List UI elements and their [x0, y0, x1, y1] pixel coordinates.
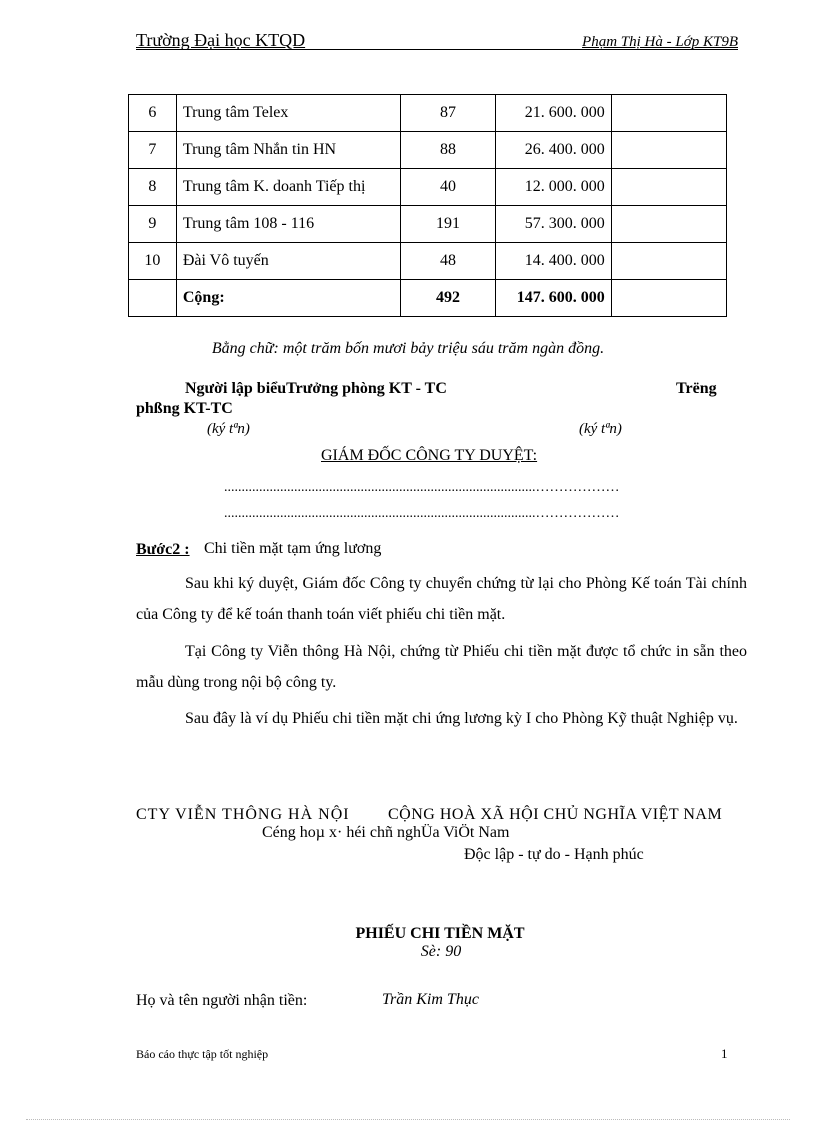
cell-amount: 21. 600. 000	[496, 95, 611, 132]
cell-amount: 26. 400. 000	[496, 132, 611, 169]
cell-unit-name: Trung tâm K. doanh Tiếp thị	[176, 169, 400, 206]
cell-note	[611, 206, 726, 243]
table-row	[129, 169, 727, 206]
cell-note	[611, 280, 726, 317]
cell-note	[611, 169, 726, 206]
header-divider	[136, 49, 738, 50]
approval-dotted-line: .........................................................................................………………	[224, 506, 620, 521]
recipient-name: Trần Kim Thục	[382, 991, 479, 1008]
national-title-garbled: Céng hoµ x· héi chñ nghÜa ViÖt Nam	[262, 824, 510, 841]
national-title: CỘNG HOÀ XÃ HỘI CHỦ NGHĨA VIỆT NAM	[388, 806, 723, 823]
total-amount: 147. 600. 000	[496, 280, 611, 317]
body-paragraph: Sau đây là ví dụ Phiếu chi tiền mặt chi ứng lương kỳ I cho Phòng Kỹ thuật Nghiệp vụ.	[185, 710, 738, 727]
cell-unit-name: Trung tâm Telex	[176, 95, 400, 132]
company-name: CTY VIỄN THÔNG HÀ NỘI	[136, 806, 350, 823]
voucher-number: Sè: 90	[420, 943, 462, 960]
cell-stt: 8	[129, 169, 177, 206]
step-label: Bước2 :	[136, 541, 190, 558]
cell-note	[611, 132, 726, 169]
cell-stt: 6	[129, 95, 177, 132]
signature-line-preparer: Người lập biểuTrưởng phòng KT - TC	[185, 380, 447, 397]
page-bottom-edge	[26, 1119, 790, 1120]
total-quantity: 492	[400, 280, 496, 317]
cell-unit-name: Đài Vô tuyến	[176, 243, 400, 280]
amount-in-words: Bằng chữ: một trăm bốn mươi bảy triệu sáu trăm ngàn đồng.	[211, 340, 605, 357]
table-row	[129, 95, 727, 132]
cell-stt: 10	[129, 243, 177, 280]
cell-unit-name: Trung tâm 108 - 116	[176, 206, 400, 243]
table-row	[129, 243, 727, 280]
director-approval-title: GIÁM ĐỐC CÔNG TY DUYỆT:	[321, 447, 538, 464]
table-row	[129, 206, 727, 243]
body-paragraph: Sau khi ký duyệt, Giám đốc Công ty chuyển chứng từ lại cho Phòng Kế toán Tài chính của Công ty để kế toán thanh toán viết phiếu chi tiền mặt.	[136, 575, 747, 623]
body-paragraph: Tại Công ty Viễn thông Hà Nội, chứng từ Phiếu chi tiền mặt được tổ chức in sẵn theo mẫu dùng trong nội bộ công ty.	[136, 643, 747, 691]
advance-salary-table	[128, 94, 727, 317]
table-row	[129, 132, 727, 169]
header-author: Phạm Thị Hà - Lớp KT9B	[582, 34, 738, 50]
national-motto: Độc lập - tự do - Hạnh phúc	[464, 846, 644, 863]
recipient-label: Họ và tên người nhận tiền:	[136, 992, 308, 1009]
footer-report-title: Báo cáo thực tập tốt nghiệp	[136, 1047, 269, 1061]
cell-amount: 57. 300. 000	[496, 206, 611, 243]
cell-quantity: 40	[400, 169, 496, 206]
cell-quantity: 48	[400, 243, 496, 280]
page-number: 1	[721, 1046, 728, 1061]
sign-note-right: (ký tªn)	[579, 421, 622, 437]
cell-note	[611, 243, 726, 280]
cell-quantity: 88	[400, 132, 496, 169]
table-total-row	[129, 280, 727, 317]
header-school: Trường Đại học KTQD	[136, 30, 306, 50]
total-label: Cộng:	[176, 280, 400, 317]
step-text: Chi tiền mặt tạm ứng lương	[204, 540, 382, 557]
signature-line-department: phßng KT-TC	[136, 400, 233, 417]
cell-unit-name: Trung tâm Nhắn tin HN	[176, 132, 400, 169]
cell-note	[611, 95, 726, 132]
cell-quantity: 191	[400, 206, 496, 243]
sign-note-left: (ký tªn)	[207, 421, 250, 437]
cell-amount: 12. 000. 000	[496, 169, 611, 206]
cell-quantity: 87	[400, 95, 496, 132]
signature-line-head: Trëng	[676, 380, 717, 397]
cell-stt	[129, 280, 177, 317]
cell-stt: 7	[129, 132, 177, 169]
cell-stt: 9	[129, 206, 177, 243]
voucher-title: PHIẾU CHI TIỀN MẶT	[355, 925, 525, 942]
cell-amount: 14. 400. 000	[496, 243, 611, 280]
approval-dotted-line: .........................................................................................………………	[224, 480, 620, 495]
